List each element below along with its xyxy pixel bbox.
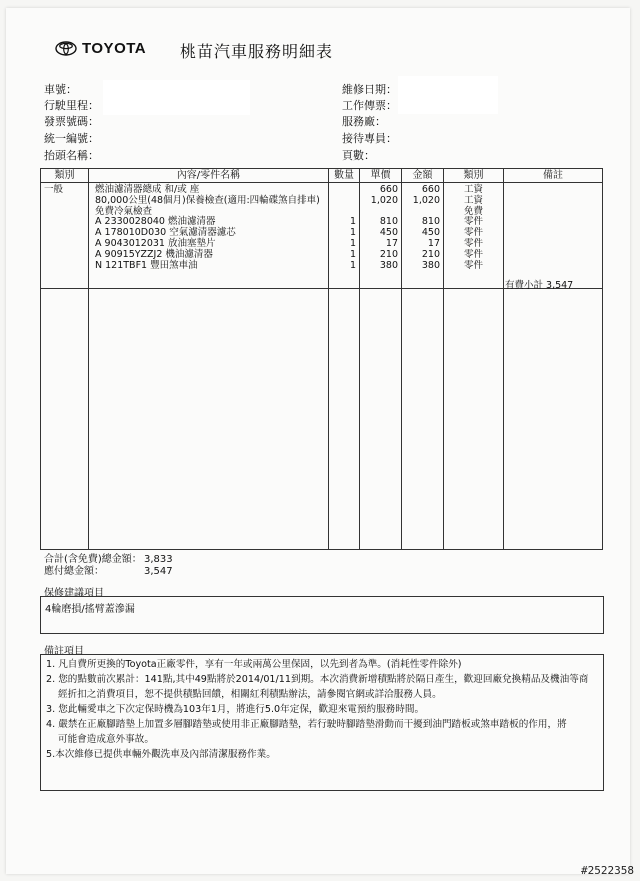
item-type: 工資	[463, 184, 483, 195]
suggestions-box	[40, 596, 604, 634]
payable-total-value: 3,547	[144, 566, 173, 577]
item-quantity: 1	[349, 216, 356, 228]
field-advisor-label: 接待專員：	[342, 132, 397, 145]
suggestions-content: 4輪磨損/搖臂蓋滲漏	[45, 604, 135, 615]
item-amount: 1,020	[412, 194, 440, 206]
remark-line: 4. 嚴禁在正廠腳踏墊上加置多層腳踏墊或使用非正廠腳踏墊，若行駛時腳踏墊滑動而干擾到油門踏板或煞車踏板的作用，將	[46, 719, 567, 730]
col-header-quantity: 數量	[329, 169, 360, 183]
item-unit-price: 810	[379, 216, 398, 228]
item-unit-price: 210	[379, 248, 398, 260]
item-type: 零件	[463, 248, 483, 260]
remarks-box	[40, 654, 604, 791]
col-header-category: 類別	[41, 169, 89, 183]
item-amount: 210	[421, 248, 440, 260]
item-description: A 2330028040 燃油濾清器	[95, 216, 216, 228]
toyota-logo	[55, 40, 146, 57]
item-type: 零件	[463, 259, 483, 271]
field-plate-label: 車號：	[44, 83, 77, 96]
remark-line: 1. 凡自費所更換的Toyota正廠零件，享有一年或兩萬公里保固，以先到者為準。(消耗性零件除外)	[46, 659, 462, 670]
field-repair-date-label: 維修日期：	[342, 83, 397, 96]
item-description: A 178010D030 空氣濾清器濾芯	[95, 227, 236, 239]
col-header-amount: 金額	[402, 169, 444, 183]
item-description: N 121TBF1 豐田煞車油	[95, 259, 198, 271]
field-work-order-label: 工作傳票：	[342, 99, 397, 112]
grand-total-label: 合計(含免費)總金額：	[44, 554, 142, 565]
item-amount: 450	[421, 227, 440, 239]
item-description: 80,000公里(48個月)保養檢查(適用:四輪碟煞自排車)	[95, 194, 320, 206]
item-type: 零件	[463, 237, 483, 249]
item-amount: 17	[427, 237, 440, 249]
item-amount: 810	[421, 216, 440, 228]
item-unit-price: 1,020	[370, 194, 398, 206]
item-type: 免費	[463, 205, 483, 217]
field-page-label: 頁數：	[342, 149, 375, 162]
suggestions-title: 保修建議項目	[44, 588, 104, 599]
item-quantity: 1	[349, 227, 356, 239]
totals-block	[44, 554, 173, 578]
col-header-type: 類別	[444, 169, 504, 183]
col-header-unit-price: 單價	[360, 169, 402, 183]
document-title: 桃苗汽車服務明細表	[180, 42, 334, 61]
item-description: 燃油濾清器總成 和/或 座	[95, 184, 200, 195]
item-description: A 90915YZZJ2 機油濾清器	[95, 248, 213, 260]
field-mileage-label: 行駛里程：	[44, 99, 99, 112]
remark-line: 2. 您的點數前次累計：141點,其中49點將於2014/01/11到期。本次消費新增積點將於隔日產生，歡迎回廠兌換精品及機油等商	[46, 674, 589, 685]
item-quantity: 1	[349, 248, 356, 260]
item-quantity: 1	[349, 237, 356, 249]
item-unit-price: 17	[385, 237, 398, 249]
remarks-title: 備註項目	[44, 646, 84, 657]
remark-line: 3. 您此輛愛車之下次定保時機為103年1月，將進行5.0年定保，歡迎來電預約服務時間。	[46, 704, 425, 715]
remark-line: 5.本次維修已提供車輛外觀洗車及內部清潔服務作業。	[46, 749, 276, 760]
field-service-center-label: 服務廠：	[342, 115, 386, 128]
field-invoice-no-label: 發票號碼：	[44, 115, 99, 128]
item-quantity: 1	[349, 259, 356, 271]
redaction-block	[398, 76, 498, 114]
item-quantity	[329, 185, 356, 196]
item-description: A 9043012031 放油塞墊片	[95, 237, 216, 249]
payable-total-label: 應付總金額：	[44, 566, 104, 577]
item-type: 工資	[463, 194, 483, 206]
col-header-remarks: 備註	[504, 169, 603, 183]
service-items-table	[40, 168, 603, 550]
remark-line: 經折扣之消費項目，恕不提供積點回饋，相關紅利積點辦法，請參閱官網或詳洽服務人員。	[58, 689, 442, 700]
item-unit-price: 450	[379, 227, 398, 239]
toyota-emblem-icon	[55, 41, 77, 56]
item-type: 零件	[463, 216, 483, 228]
item-description: 免費冷氣檢查	[95, 205, 153, 217]
item-amount: 660	[421, 184, 440, 195]
paid-subtotal: 有費小計 3,547	[505, 280, 574, 291]
grand-total-value: 3,833	[144, 554, 173, 565]
brand-name: TOYOTA	[82, 40, 147, 57]
redaction-block	[103, 80, 250, 115]
item-quantity	[329, 196, 356, 207]
item-unit-price: 660	[379, 184, 398, 195]
col-header-description: 內容/零件名稱	[89, 169, 329, 183]
remark-line: 可能會造成意外事故。	[58, 734, 154, 745]
image-id-watermark: #2522358	[581, 864, 634, 877]
table-cell-category: 一般	[44, 184, 64, 195]
item-unit-price: 380	[379, 259, 398, 271]
item-amount: 380	[421, 259, 440, 271]
field-tax-id-label: 統一編號：	[44, 132, 99, 145]
field-company-name-label: 抬頭名稱：	[44, 149, 99, 162]
item-type: 零件	[463, 227, 483, 239]
